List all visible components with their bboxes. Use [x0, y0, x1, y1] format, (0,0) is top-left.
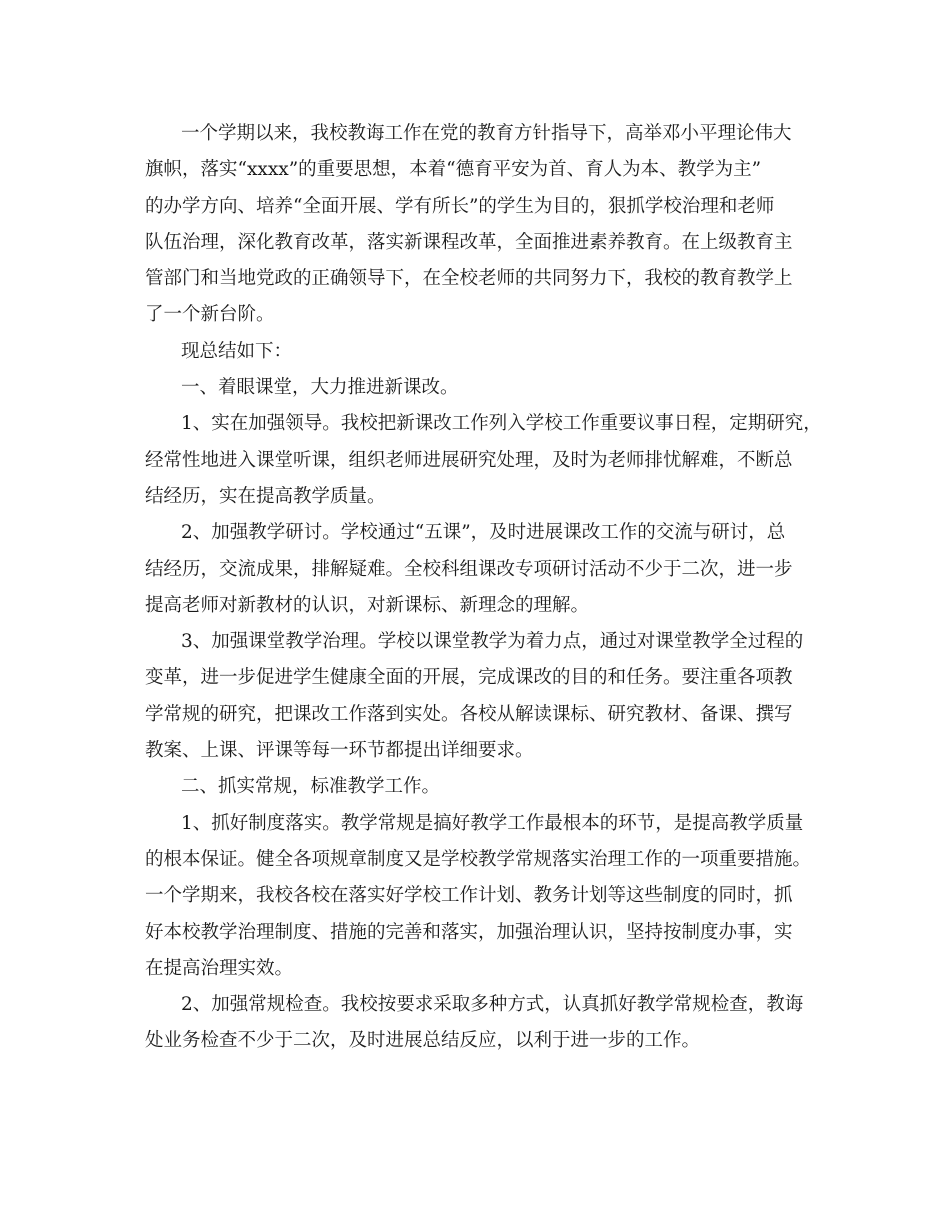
text-line: 一个学期来，我校各校在落实好学校工作计划、教务计划等这些制度的同时，抓 — [145, 885, 793, 907]
text-line: 学常规的研究，把课改工作落到实处。各校从解读课标、研究教材、备课、撰写 — [145, 703, 793, 725]
text-line: 处业务检查不少于二次，及时进展总结反应，以利于进一步的工作。 — [145, 1030, 701, 1052]
text-line: 结经历，交流成果，排解疑难。全校科组课改专项研讨活动不少于二次，进一步 — [145, 558, 793, 580]
paragraph-section-2-heading — [145, 769, 825, 805]
text-line: 2、加强常规检查。我校按要求采取多种方式，认真抓好教学常规检查，教诲 — [181, 994, 804, 1016]
text-line: 一个学期以来，我校教诲工作在党的教育方针指导下，高举邓小平理论伟大 — [181, 123, 792, 144]
text-line: 2、加强教学研讨。学校通过“五课”，及时进展课改工作的交流与研讨，总 — [181, 522, 786, 544]
text-line: 1、抓好制度落实。教学常规是搞好教学工作最根本的环节，是提高教学质量 — [181, 812, 804, 834]
paragraph-section-1-item-1 — [145, 406, 825, 515]
text-line: 现总结如下： — [181, 340, 293, 362]
text-line: 经常性地进入课堂听课，组织老师进展研究处理，及时为老师排忧解难，不断总 — [145, 449, 793, 471]
text-line: 变革，进一步促进学生健康全面的开展，完成课改的目的和任务。要注重各项教 — [145, 667, 793, 689]
text-line: 提高老师对新教材的认识，对新课标、新理念的理解。 — [145, 594, 590, 616]
text-line: 管部门和当地党政的正确领导下，在全校老师的共同努力下，我校的教育教学上 — [145, 268, 793, 290]
paragraph-summary-lead — [145, 334, 825, 370]
text-line: 3、加强课堂教学治理。学校以课堂教学为着力点，通过对课堂教学全过程的 — [181, 631, 804, 653]
text-line: 在提高治理实效。 — [145, 957, 294, 979]
document-body — [145, 116, 825, 1060]
text-line: 旗帜，落实“xxxx”的重要思想，本着“德育平安为首、育人为本、教学为主” — [145, 159, 762, 181]
text-line: 一、着眼课堂，大力推进新课改。 — [181, 377, 459, 399]
paragraph-section-1-item-2 — [145, 515, 825, 624]
text-line: 队伍治理，深化教育改革，落实新课程改革，全面推进素养教育。在上级教育主 — [145, 231, 793, 253]
paragraph-section-1-heading — [145, 370, 825, 406]
text-line: 的办学方向、培养“全面开展、学有所长”的学生为目的，狠抓学校治理和老师 — [145, 195, 775, 217]
text-line: 了一个新台阶。 — [145, 304, 275, 326]
text-line: 好本校教学治理制度、措施的完善和落实，加强治理认识，坚持按制度办事，实 — [145, 921, 793, 943]
text-line: 1、实在加强领导。我校把新课改工作列入学校工作重要议事日程，定期研究， — [181, 413, 822, 435]
text-line: 结经历，实在提高教学质量。 — [145, 485, 386, 507]
text-line: 二、抓实常规，标准教学工作。 — [181, 776, 441, 798]
text-line: 的根本保证。健全各项规章制度又是学校教学常规落实治理工作的一项重要措施。 — [145, 848, 812, 870]
paragraph-intro — [145, 116, 825, 334]
text-line: 教案、上课、评课等每一环节都提出详细要求。 — [145, 740, 534, 762]
paragraph-section-1-item-3 — [145, 624, 825, 769]
paragraph-section-2-item-2 — [145, 987, 825, 1060]
paragraph-section-2-item-1 — [145, 806, 825, 987]
